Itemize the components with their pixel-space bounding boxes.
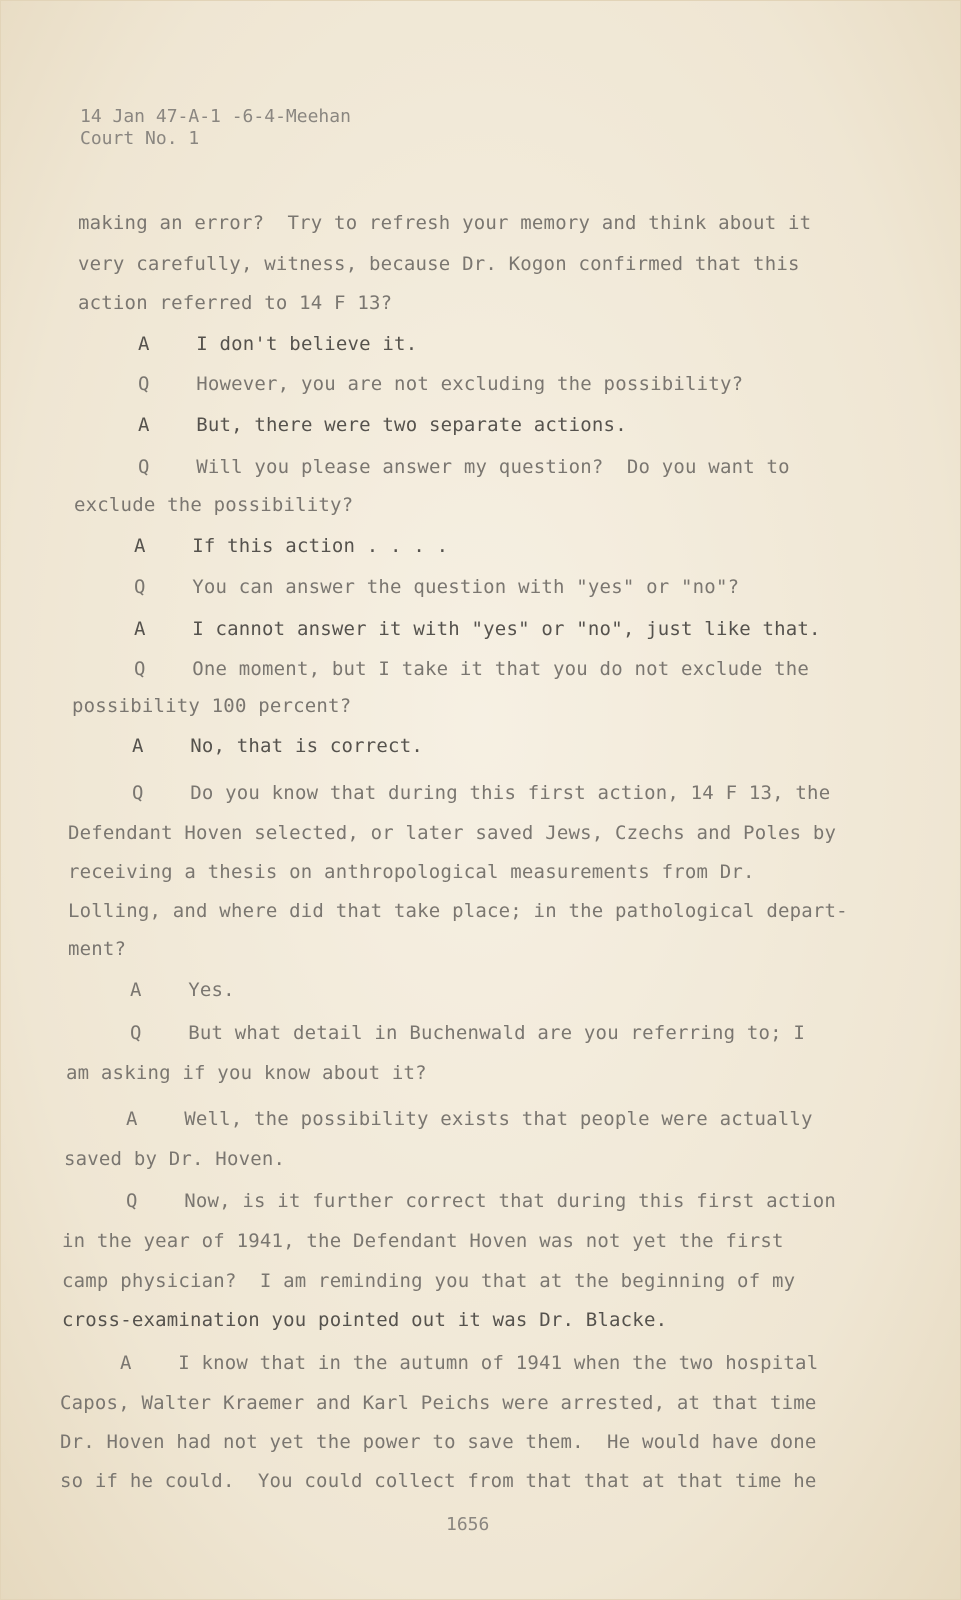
body-line: Q But what detail in Buchenwald are you referring to; I [130, 1022, 806, 1044]
body-line: am asking if you know about it? [66, 1062, 427, 1084]
body-line: A Yes. [130, 979, 235, 1001]
body-line: exclude the possibility? [74, 494, 354, 516]
body-line: A I don't believe it. [138, 333, 418, 355]
body-line: ment? [68, 938, 127, 960]
body-line: A I cannot answer it with "yes" or "no", just like that. [134, 618, 821, 640]
body-line: so if he could. You could collect from that that at that time he [60, 1470, 817, 1492]
body-line: Q Will you please answer my question? Do you want to [138, 456, 790, 478]
body-line: very carefully, witness, because Dr. Kogon confirmed that this [78, 253, 800, 275]
body-line: in the year of 1941, the Defendant Hoven was not yet the first [62, 1230, 784, 1252]
body-line: saved by Dr. Hoven. [64, 1148, 286, 1170]
body-line: possibility 100 percent? [72, 695, 352, 717]
body-line: Q However, you are not excluding the possibility? [138, 373, 744, 395]
body-line: Q Do you know that during this first action, 14 F 13, the [132, 782, 831, 804]
page-number: 1656 [446, 1514, 490, 1535]
body-line: Q Now, is it further correct that during this first action [126, 1190, 836, 1212]
body-line: Defendant Hoven selected, or later saved Jews, Czechs and Poles by [68, 822, 837, 844]
body-line: making an error? Try to refresh your memory and think about it [78, 212, 812, 234]
body-line: Q You can answer the question with "yes" or "no"? [134, 576, 740, 598]
body-line: Q One moment, but I take it that you do not exclude the [134, 658, 810, 680]
body-line: receiving a thesis on anthropological measurements from Dr. [68, 861, 755, 883]
body-line: Lolling, and where did that take place; in the pathological depart- [68, 900, 848, 922]
header-line-2: Court No. 1 [80, 128, 200, 149]
header-line-1: 14 Jan 47-A-1 -6-4-Meehan [80, 106, 351, 127]
body-line: action referred to 14 F 13? [78, 292, 393, 314]
body-line: Dr. Hoven had not yet the power to save them. He would have done [60, 1431, 817, 1453]
body-line: A No, that is correct. [132, 735, 423, 757]
body-line: camp physician? I am reminding you that at the beginning of my [62, 1270, 796, 1292]
body-line: A I know that in the autumn of 1941 when the two hospital [120, 1352, 819, 1374]
body-line: Capos, Walter Kraemer and Karl Peichs were arrested, at that time [60, 1392, 817, 1414]
body-line: A If this action . . . . [134, 535, 449, 557]
body-line: A Well, the possibility exists that people were actually [126, 1108, 813, 1130]
body-line: A But, there were two separate actions. [138, 414, 627, 436]
body-line: cross-examination you pointed out it was Dr. Blacke. [62, 1309, 668, 1331]
